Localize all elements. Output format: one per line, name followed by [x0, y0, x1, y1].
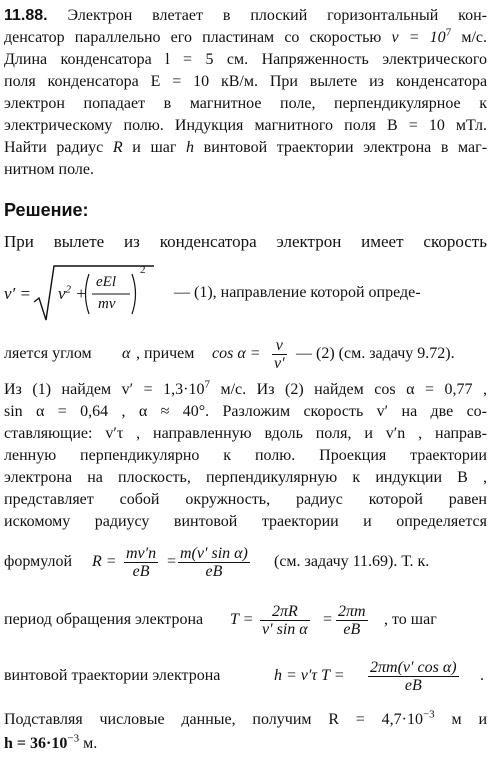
- eq1-lhs: v′ =: [4, 284, 31, 303]
- problem-line-2: денсатор параллельно его пластинам со скоростью $v = 10^7$ м/с.: [4, 28, 487, 46]
- formula-radius: формулой R = $\frac{mv'n}{eB}$ = $\frac{\text{m(v′ sin α)}}{eB}$ (см. задачу 11.69). Т. к.: [4, 544, 430, 580]
- eq1-numerator: eEl: [96, 274, 116, 290]
- formula-pitch: винтовой траектории электрона h = v′τ T = $\frac{\text{2πm(v′ cos α)}}{eB}$ .: [4, 658, 484, 694]
- cos-fraction: $\frac{v}{v'}$: [274, 336, 285, 372]
- solution-line-3: Из (1) найдем $v' = 1,3\cdot 10^7$ м/с. Из (2) найдем cos α = 0,77 ,: [4, 380, 487, 398]
- problem-line-6: электрическому полю. Индукция магнитного поля B = 10 мТл.: [4, 117, 487, 134]
- equation-1: v′ = $v^2$ + eEl mv 2 — (1), направление которой опреде-: [4, 262, 487, 326]
- solution-line-cos: ляется углом α , причем cos α = $\frac{v}{v'}$ — (2) (см. задачу 9.72).: [4, 336, 455, 372]
- problem-line-7: Найти радиус R и шаг h винтовой траектории электрона в маг-: [4, 139, 487, 156]
- eq1-tail: — (1), направление которой опреде-: [174, 284, 421, 301]
- solution-result-line-2: $h = 36\cdot 10^{-3}$ м.: [4, 734, 98, 752]
- problem-line-3: Длина конденсатора l = 5 см. Напряженность электрического: [4, 51, 487, 68]
- problem-line-1: 11.88. Электрон влетает в плоский горизонтальный кон-: [4, 7, 487, 24]
- solution-line-1: При вылете из конденсатора электрон имеет скорость: [4, 232, 487, 251]
- solution-line-5: ставляющие: v′τ , направленную вдоль поля, и v′n , направ-: [4, 425, 487, 442]
- problem-line-4: поля конденсатора E = 10 кВ/м. При вылете из конденсатора: [4, 73, 487, 90]
- solution-line-4: sin α = 0,64 , α ≈ 40°. Разложим скорость v′ на две со-: [4, 403, 487, 420]
- solution-heading: Решение:: [4, 200, 89, 220]
- problem-line-8: нитном поле.: [4, 161, 94, 178]
- problem-number: 11.88.: [4, 7, 48, 24]
- solution-result-line-1: Подставляя числовые данные, получим $R = 4,7\cdot 10^{-3}$ м и: [4, 710, 487, 728]
- solution-line-7: электрона на плоскость, перпендикулярную к индукции B ,: [4, 469, 487, 486]
- formula-period: период обращения электрона T = $\frac{2\pi R}{\text{v′ sin α}}$ = $\frac{2\pi m}{eB}$ , то шаг: [4, 602, 437, 638]
- eq1-denominator: mv: [98, 296, 116, 312]
- solution-line-9: искомому радиусу винтовой траектории и определяется: [4, 513, 487, 530]
- solution-line-6: ленную перпендикулярно к полю. Проекция траектории: [4, 447, 487, 464]
- eq1-v: $v^2$ +: [58, 283, 87, 303]
- problem-line-5: электрон попадает в магнитное поле, перпендикулярное к: [4, 95, 487, 112]
- solution-line-8: представляет собой окружность, радиус которой равен: [4, 491, 487, 508]
